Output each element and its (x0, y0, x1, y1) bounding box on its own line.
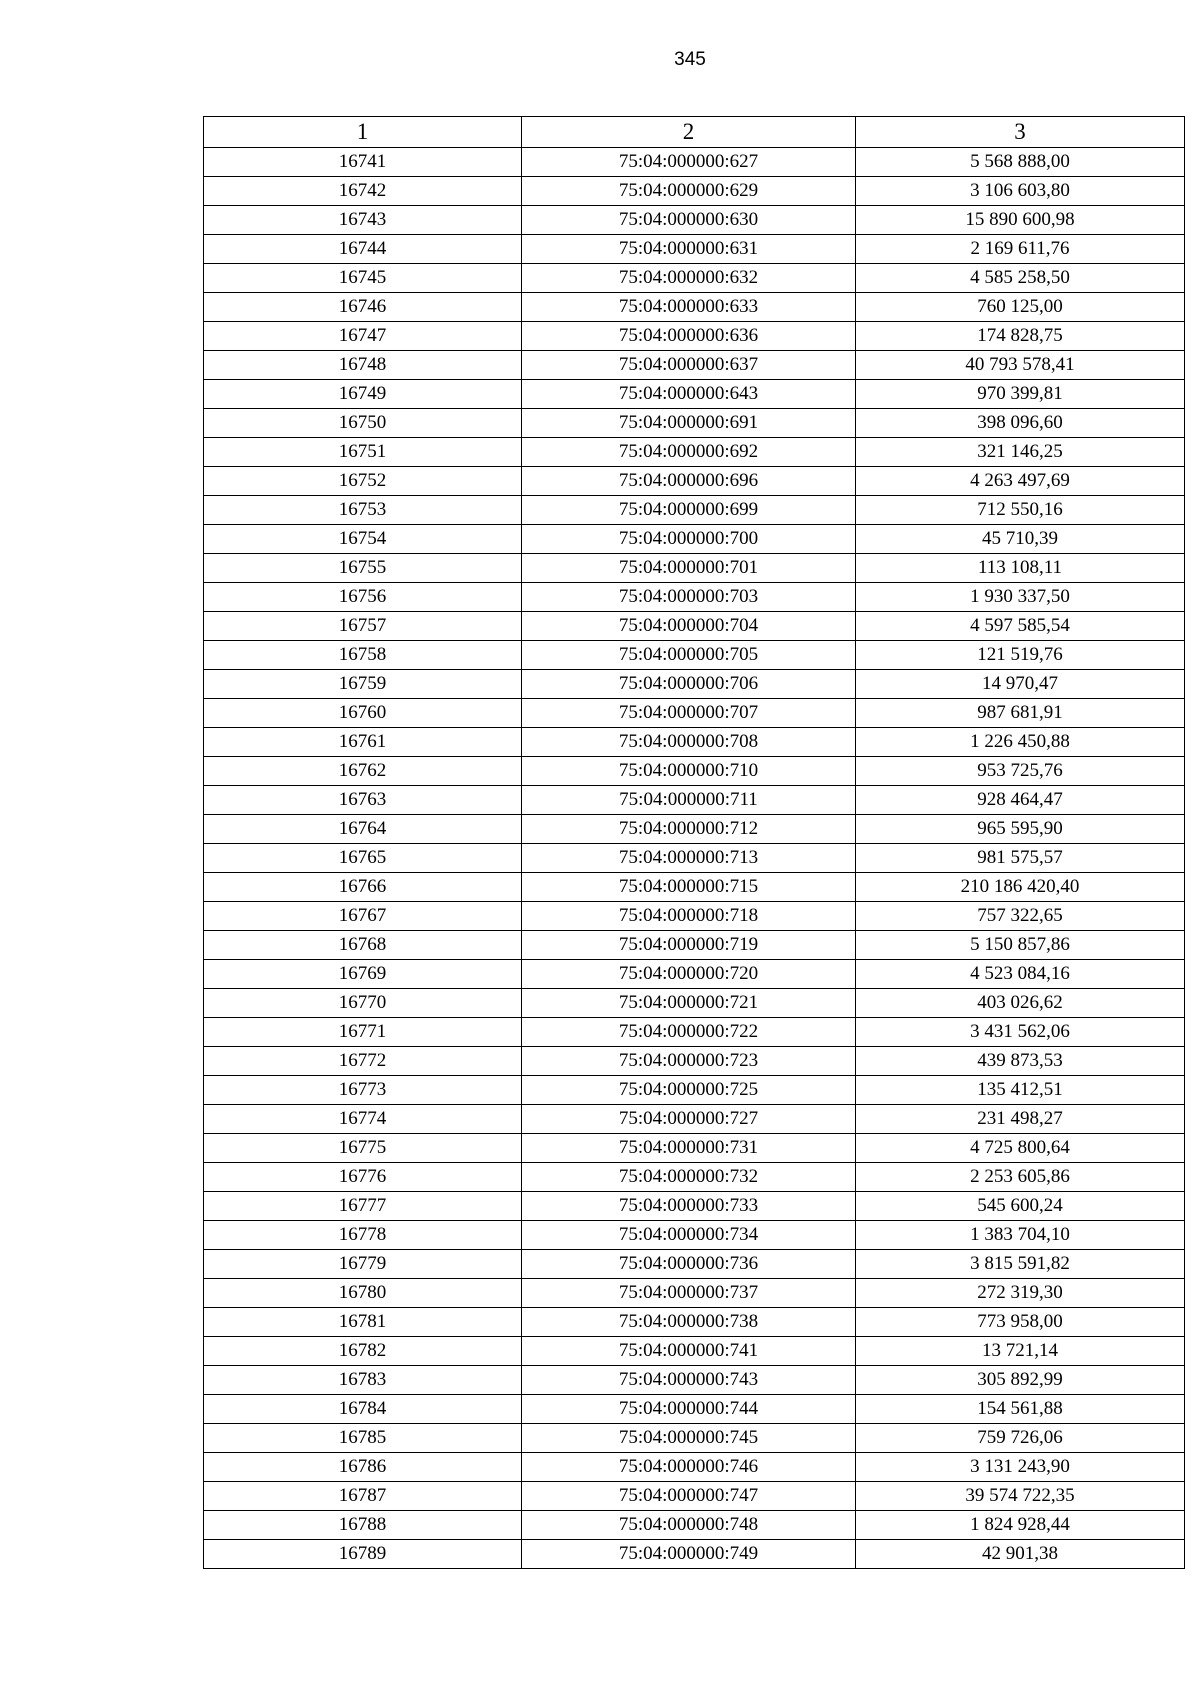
table-header-row (204, 117, 1185, 148)
data-table (203, 116, 1185, 1569)
value-cell: 4 263 497,69 (856, 467, 1185, 496)
row-number-cell: 16742 (204, 177, 522, 206)
table-row (204, 1424, 1185, 1453)
table-row (204, 699, 1185, 728)
table-row (204, 496, 1185, 525)
table-row (204, 293, 1185, 322)
cadastral-number-cell: 75:04:000000:701 (522, 554, 856, 583)
table-row (204, 1482, 1185, 1511)
value-cell: 545 600,24 (856, 1192, 1185, 1221)
row-number-cell: 16770 (204, 989, 522, 1018)
cadastral-number-cell: 75:04:000000:713 (522, 844, 856, 873)
cadastral-number-cell: 75:04:000000:633 (522, 293, 856, 322)
cadastral-number-cell: 75:04:000000:707 (522, 699, 856, 728)
value-cell: 773 958,00 (856, 1308, 1185, 1337)
cadastral-number-cell: 75:04:000000:627 (522, 148, 856, 177)
value-cell: 40 793 578,41 (856, 351, 1185, 380)
value-cell: 757 322,65 (856, 902, 1185, 931)
row-number-cell: 16777 (204, 1192, 522, 1221)
row-number-cell: 16746 (204, 293, 522, 322)
value-cell: 965 595,90 (856, 815, 1185, 844)
row-number-cell: 16783 (204, 1366, 522, 1395)
table-row (204, 1134, 1185, 1163)
value-cell: 13 721,14 (856, 1337, 1185, 1366)
cadastral-number-cell: 75:04:000000:747 (522, 1482, 856, 1511)
value-cell: 1 824 928,44 (856, 1511, 1185, 1540)
row-number-cell: 16775 (204, 1134, 522, 1163)
row-number-cell: 16750 (204, 409, 522, 438)
row-number-cell: 16787 (204, 1482, 522, 1511)
cadastral-number-cell: 75:04:000000:696 (522, 467, 856, 496)
table-row (204, 1192, 1185, 1221)
table-row (204, 583, 1185, 612)
table-row (204, 554, 1185, 583)
table-row (204, 177, 1185, 206)
cadastral-number-cell: 75:04:000000:733 (522, 1192, 856, 1221)
cadastral-number-cell: 75:04:000000:722 (522, 1018, 856, 1047)
value-cell: 1 930 337,50 (856, 583, 1185, 612)
value-cell: 981 575,57 (856, 844, 1185, 873)
value-cell: 987 681,91 (856, 699, 1185, 728)
table-header (204, 117, 1185, 148)
value-cell: 759 726,06 (856, 1424, 1185, 1453)
value-cell: 154 561,88 (856, 1395, 1185, 1424)
row-number-cell: 16741 (204, 148, 522, 177)
value-cell: 45 710,39 (856, 525, 1185, 554)
value-cell: 2 169 611,76 (856, 235, 1185, 264)
row-number-cell: 16757 (204, 612, 522, 641)
value-cell: 4 585 258,50 (856, 264, 1185, 293)
cadastral-number-cell: 75:04:000000:734 (522, 1221, 856, 1250)
cadastral-number-cell: 75:04:000000:723 (522, 1047, 856, 1076)
row-number-cell: 16755 (204, 554, 522, 583)
cadastral-number-cell: 75:04:000000:704 (522, 612, 856, 641)
value-cell: 1 226 450,88 (856, 728, 1185, 757)
value-cell: 970 399,81 (856, 380, 1185, 409)
row-number-cell: 16780 (204, 1279, 522, 1308)
table-row (204, 670, 1185, 699)
table-row (204, 409, 1185, 438)
row-number-cell: 16758 (204, 641, 522, 670)
row-number-cell: 16759 (204, 670, 522, 699)
table-row (204, 989, 1185, 1018)
table-row (204, 1250, 1185, 1279)
table-row (204, 1395, 1185, 1424)
value-cell: 3 106 603,80 (856, 177, 1185, 206)
row-number-cell: 16744 (204, 235, 522, 264)
cadastral-number-cell: 75:04:000000:643 (522, 380, 856, 409)
cadastral-number-cell: 75:04:000000:711 (522, 786, 856, 815)
column-header: 1 (204, 117, 522, 148)
cadastral-number-cell: 75:04:000000:631 (522, 235, 856, 264)
table-row (204, 873, 1185, 902)
row-number-cell: 16754 (204, 525, 522, 554)
table-row (204, 1453, 1185, 1482)
cadastral-number-cell: 75:04:000000:710 (522, 757, 856, 786)
column-header: 2 (522, 117, 856, 148)
value-cell: 403 026,62 (856, 989, 1185, 1018)
table-row (204, 525, 1185, 554)
cadastral-number-cell: 75:04:000000:721 (522, 989, 856, 1018)
value-cell: 2 253 605,86 (856, 1163, 1185, 1192)
value-cell: 439 873,53 (856, 1047, 1185, 1076)
value-cell: 272 319,30 (856, 1279, 1185, 1308)
table-body (204, 148, 1185, 1569)
value-cell: 135 412,51 (856, 1076, 1185, 1105)
row-number-cell: 16747 (204, 322, 522, 351)
value-cell: 4 597 585,54 (856, 612, 1185, 641)
row-number-cell: 16771 (204, 1018, 522, 1047)
cadastral-number-cell: 75:04:000000:719 (522, 931, 856, 960)
column-header: 3 (856, 117, 1185, 148)
value-cell: 15 890 600,98 (856, 206, 1185, 235)
row-number-cell: 16769 (204, 960, 522, 989)
cadastral-number-cell: 75:04:000000:636 (522, 322, 856, 351)
row-number-cell: 16764 (204, 815, 522, 844)
cadastral-number-cell: 75:04:000000:715 (522, 873, 856, 902)
cadastral-number-cell: 75:04:000000:630 (522, 206, 856, 235)
row-number-cell: 16776 (204, 1163, 522, 1192)
table-row (204, 1540, 1185, 1569)
row-number-cell: 16784 (204, 1395, 522, 1424)
value-cell: 231 498,27 (856, 1105, 1185, 1134)
value-cell: 398 096,60 (856, 409, 1185, 438)
table-row (204, 902, 1185, 931)
row-number-cell: 16768 (204, 931, 522, 960)
value-cell: 39 574 722,35 (856, 1482, 1185, 1511)
page-number: 345 (674, 49, 706, 70)
value-cell: 113 108,11 (856, 554, 1185, 583)
cadastral-number-cell: 75:04:000000:737 (522, 1279, 856, 1308)
cadastral-number-cell: 75:04:000000:749 (522, 1540, 856, 1569)
value-cell: 5 568 888,00 (856, 148, 1185, 177)
cadastral-number-cell: 75:04:000000:746 (522, 1453, 856, 1482)
table-row (204, 960, 1185, 989)
row-number-cell: 16786 (204, 1453, 522, 1482)
row-number-cell: 16773 (204, 1076, 522, 1105)
cadastral-number-cell: 75:04:000000:720 (522, 960, 856, 989)
value-cell: 953 725,76 (856, 757, 1185, 786)
cadastral-number-cell: 75:04:000000:744 (522, 1395, 856, 1424)
table-row (204, 757, 1185, 786)
table-row (204, 148, 1185, 177)
cadastral-number-cell: 75:04:000000:632 (522, 264, 856, 293)
value-cell: 321 146,25 (856, 438, 1185, 467)
table-row (204, 931, 1185, 960)
value-cell: 760 125,00 (856, 293, 1185, 322)
value-cell: 3 131 243,90 (856, 1453, 1185, 1482)
table-row (204, 1076, 1185, 1105)
table-row (204, 438, 1185, 467)
table-row (204, 844, 1185, 873)
row-number-cell: 16745 (204, 264, 522, 293)
table-row (204, 786, 1185, 815)
cadastral-number-cell: 75:04:000000:629 (522, 177, 856, 206)
row-number-cell: 16774 (204, 1105, 522, 1134)
value-cell: 1 383 704,10 (856, 1221, 1185, 1250)
row-number-cell: 16767 (204, 902, 522, 931)
value-cell: 4 523 084,16 (856, 960, 1185, 989)
table-row (204, 1163, 1185, 1192)
row-number-cell: 16763 (204, 786, 522, 815)
row-number-cell: 16788 (204, 1511, 522, 1540)
table-row (204, 1337, 1185, 1366)
row-number-cell: 16743 (204, 206, 522, 235)
row-number-cell: 16789 (204, 1540, 522, 1569)
cadastral-number-cell: 75:04:000000:706 (522, 670, 856, 699)
cadastral-number-cell: 75:04:000000:703 (522, 583, 856, 612)
cadastral-number-cell: 75:04:000000:705 (522, 641, 856, 670)
value-cell: 928 464,47 (856, 786, 1185, 815)
value-cell: 3 815 591,82 (856, 1250, 1185, 1279)
value-cell: 121 519,76 (856, 641, 1185, 670)
row-number-cell: 16748 (204, 351, 522, 380)
table-row (204, 1279, 1185, 1308)
value-cell: 3 431 562,06 (856, 1018, 1185, 1047)
value-cell: 305 892,99 (856, 1366, 1185, 1395)
value-cell: 4 725 800,64 (856, 1134, 1185, 1163)
row-number-cell: 16766 (204, 873, 522, 902)
row-number-cell: 16751 (204, 438, 522, 467)
cadastral-number-cell: 75:04:000000:732 (522, 1163, 856, 1192)
value-cell: 5 150 857,86 (856, 931, 1185, 960)
row-number-cell: 16785 (204, 1424, 522, 1453)
cadastral-number-cell: 75:04:000000:700 (522, 525, 856, 554)
cadastral-number-cell: 75:04:000000:731 (522, 1134, 856, 1163)
row-number-cell: 16761 (204, 728, 522, 757)
table-row (204, 1308, 1185, 1337)
cadastral-number-cell: 75:04:000000:637 (522, 351, 856, 380)
table-row (204, 641, 1185, 670)
cadastral-number-cell: 75:04:000000:738 (522, 1308, 856, 1337)
cadastral-number-cell: 75:04:000000:699 (522, 496, 856, 525)
row-number-cell: 16762 (204, 757, 522, 786)
table-row (204, 1366, 1185, 1395)
table-row (204, 380, 1185, 409)
value-cell: 14 970,47 (856, 670, 1185, 699)
table-row (204, 351, 1185, 380)
row-number-cell: 16753 (204, 496, 522, 525)
table-row (204, 1018, 1185, 1047)
row-number-cell: 16781 (204, 1308, 522, 1337)
table-row (204, 206, 1185, 235)
table-row (204, 467, 1185, 496)
value-cell: 712 550,16 (856, 496, 1185, 525)
cadastral-number-cell: 75:04:000000:741 (522, 1337, 856, 1366)
cadastral-number-cell: 75:04:000000:748 (522, 1511, 856, 1540)
cadastral-number-cell: 75:04:000000:745 (522, 1424, 856, 1453)
row-number-cell: 16752 (204, 467, 522, 496)
row-number-cell: 16778 (204, 1221, 522, 1250)
row-number-cell: 16756 (204, 583, 522, 612)
table-row (204, 1105, 1185, 1134)
value-cell: 174 828,75 (856, 322, 1185, 351)
row-number-cell: 16779 (204, 1250, 522, 1279)
table-row (204, 1047, 1185, 1076)
cadastral-number-cell: 75:04:000000:692 (522, 438, 856, 467)
table-row (204, 1221, 1185, 1250)
cadastral-number-cell: 75:04:000000:727 (522, 1105, 856, 1134)
cadastral-number-cell: 75:04:000000:718 (522, 902, 856, 931)
cadastral-number-cell: 75:04:000000:708 (522, 728, 856, 757)
cadastral-number-cell: 75:04:000000:725 (522, 1076, 856, 1105)
cadastral-number-cell: 75:04:000000:712 (522, 815, 856, 844)
cadastral-number-cell: 75:04:000000:736 (522, 1250, 856, 1279)
table-row (204, 264, 1185, 293)
table-row (204, 322, 1185, 351)
row-number-cell: 16749 (204, 380, 522, 409)
table-row (204, 612, 1185, 641)
cadastral-number-cell: 75:04:000000:743 (522, 1366, 856, 1395)
table-row (204, 1511, 1185, 1540)
table-row (204, 235, 1185, 264)
value-cell: 42 901,38 (856, 1540, 1185, 1569)
cadastral-number-cell: 75:04:000000:691 (522, 409, 856, 438)
row-number-cell: 16782 (204, 1337, 522, 1366)
row-number-cell: 16760 (204, 699, 522, 728)
value-cell: 210 186 420,40 (856, 873, 1185, 902)
table-row (204, 728, 1185, 757)
table-row (204, 815, 1185, 844)
row-number-cell: 16765 (204, 844, 522, 873)
row-number-cell: 16772 (204, 1047, 522, 1076)
